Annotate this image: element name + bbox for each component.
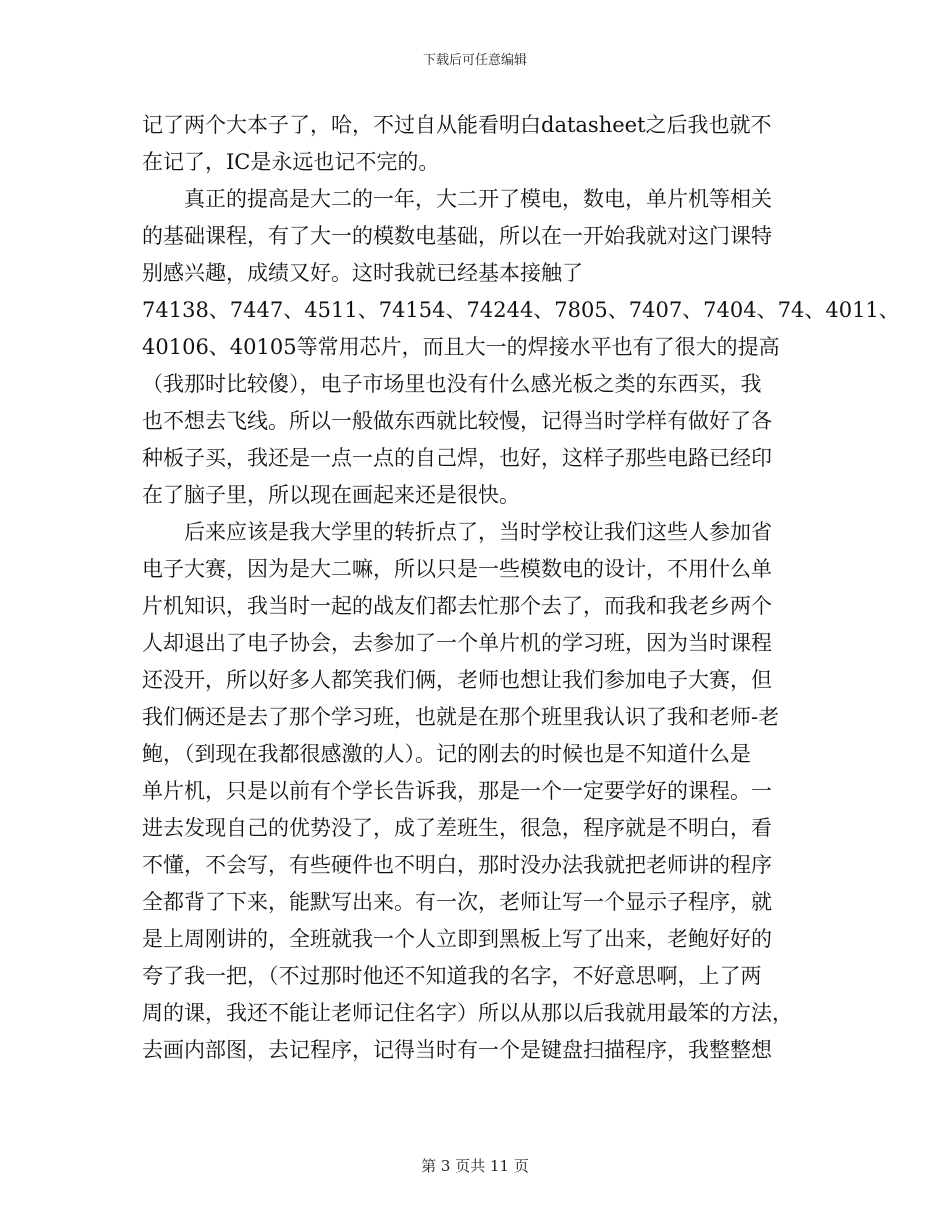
text-line: 鲍，（到现在我都很感激的人）。记的刚去的时候也是不知道什么是 xyxy=(142,742,751,766)
document-body xyxy=(142,107,900,1069)
text-line: 不懂，不会写，有些硬件也不明白，那时没办法我就把老师讲的程序 xyxy=(142,853,772,877)
text-line: 记了两个大本子了，哈，不过自从能看明白datasheet之后我也就不 xyxy=(142,113,772,137)
text-line: 的基础课程，有了大一的模数电基础，所以在一开始我就对这门课特 xyxy=(142,224,772,248)
paragraph-start-line: 真正的提高是大二的一年，大二开了模电，数电，单片机等相关 xyxy=(184,187,772,211)
text-line: 单片机，只是以前有个学长告诉我，那是一个一定要学好的课程。一 xyxy=(142,779,772,803)
text-line: 种板子买，我还是一点一点的自己焊，也好，这样子那些电路已经印 xyxy=(142,446,772,470)
text-line: 是上周刚讲的，全班就我一个人立即到黑板上写了出来，老鲍好好的 xyxy=(142,927,772,951)
text-line: 电子大赛，因为是大二嘛，所以只是一些模数电的设计，不用什么单 xyxy=(142,557,772,581)
text-line: 我们俩还是去了那个学习班，也就是在那个班里我认识了我和老师-老 xyxy=(142,705,780,729)
text-line: 也不想去飞线。所以一般做东西就比较慢，记得当时学样有做好了各 xyxy=(142,409,772,433)
text-line: 片机知识，我当时一起的战友们都去忙那个去了，而我和我老乡两个 xyxy=(142,594,772,618)
text-line: （我那时比较傻），电子市场里也没有什么感光板之类的东西买，我 xyxy=(142,372,762,396)
text-line: 还没开，所以好多人都笑我们俩，老师也想让我们参加电子大赛，但 xyxy=(142,668,772,692)
text-line: 周的课，我还不能让老师记住名字）所以从那以后我就用最笨的方法， xyxy=(142,1001,793,1025)
text-line: 夸了我一把，（不过那时他还不知道我的名字，不好意思啊，上了两 xyxy=(142,964,762,988)
text-line: 在记了，IC是永远也记不完的。 xyxy=(142,150,440,174)
text-line: 74138、7447、4511、74154、74244、7805、7407、7404、74、4011、 xyxy=(142,298,900,322)
text-line: 进去发现自己的优势没了，成了差班生，很急，程序就是不明白，看 xyxy=(142,816,772,840)
text-line: 在了脑子里，所以现在画起来还是很快。 xyxy=(142,483,520,507)
text-line: 全都背了下来，能默写出来。有一次，老师让写一个显示子程序，就 xyxy=(142,890,772,914)
text-line: 去画内部图，去记程序，记得当时有一个是键盘扫描程序，我整整想 xyxy=(142,1038,772,1062)
text-line: 人却退出了电子协会，去参加了一个单片机的学习班，因为当时课程 xyxy=(142,631,772,655)
text-line: 40106、40105等常用芯片，而且大一的焊接水平也有了很大的提高 xyxy=(142,335,780,359)
text-line: 别感兴趣，成绩又好。这时我就已经基本接触了 xyxy=(142,261,583,285)
paragraph-start-line: 后来应该是我大学里的转折点了，当时学校让我们这些人参加省 xyxy=(184,520,772,544)
page-number: 第 3 页共 11 页 xyxy=(421,1157,529,1175)
page-header: 下载后可任意编辑 xyxy=(422,53,527,68)
